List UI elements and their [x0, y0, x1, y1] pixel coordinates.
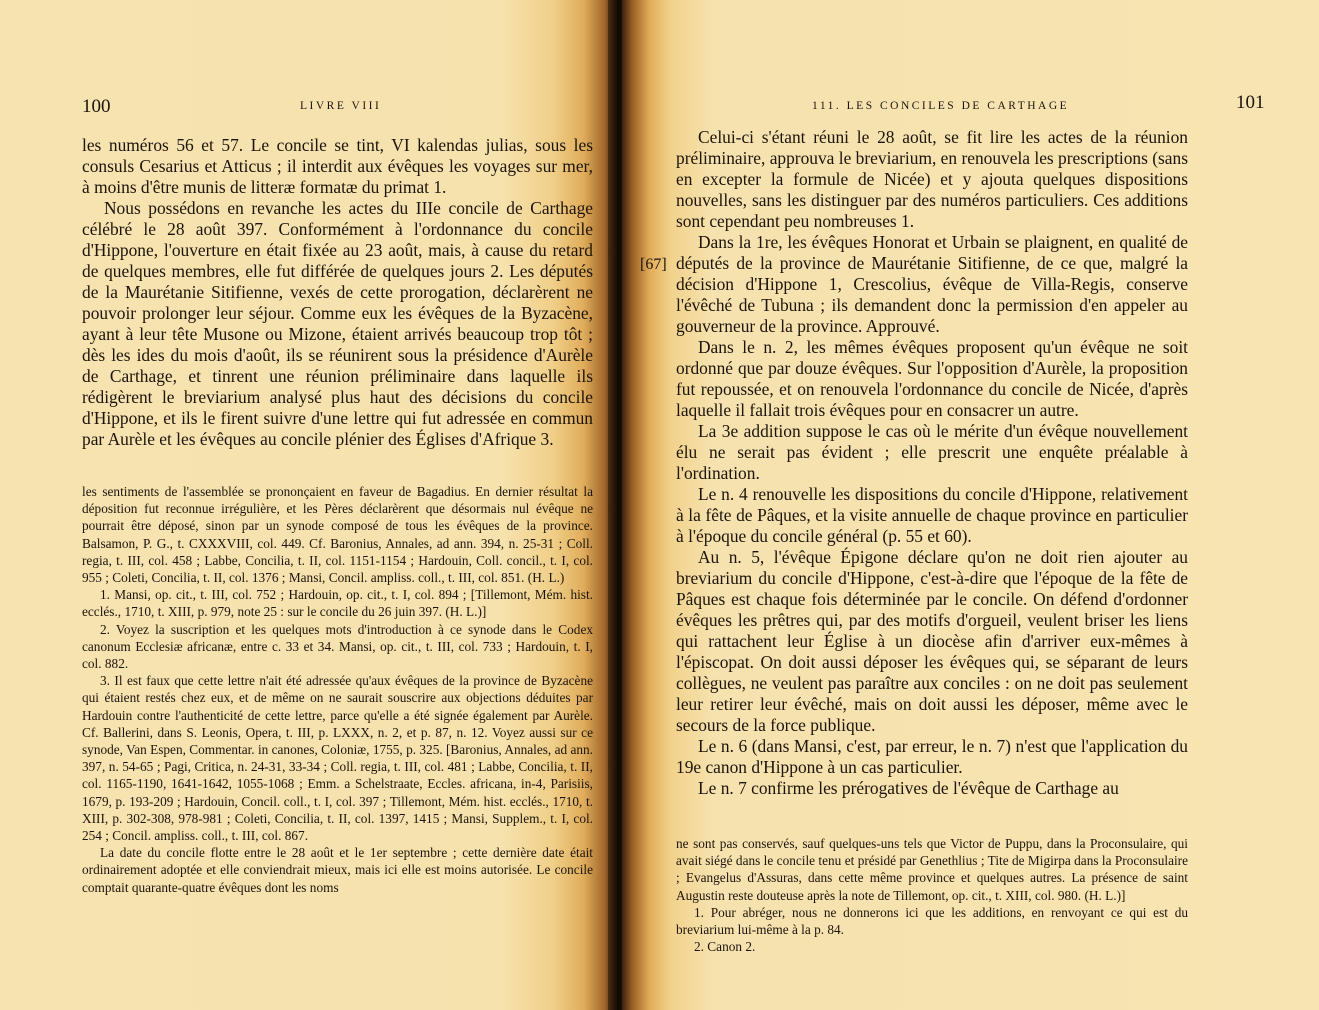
paragraph: Le n. 7 confirme les prérogatives de l'évêque de Carthage au [698, 778, 1119, 798]
paragraph: La 3e addition suppose le cas où le mérite d'un évêque nouvellement élu ne serait pas évident ; elle prescrit une enquête préalable à l'ordination. [676, 421, 1188, 483]
right-body-text [676, 127, 1188, 799]
footnote: les sentiments de l'assemblée se prononçaient en faveur de Bagadius. En dernier résultat la déposition fut reconnue irrégulière, et les Pères déclarèrent que désormais nul évêque ne pourrait être déposé, sinon par un synode composé de tous les évêques de la province. Balsamon, P. G., t. CXXXVIII, col. 449. Cf. Baronius, Annales, ad ann. 394, n. 25-31 ; Coll. regia, t. III, col. 458 ; Labbe, Concilia, t. II, col. 1151-1154 ; Hardouin, Coll. concil., t. I, col. 955 ; Coleti, Concilia, t. II, col. 1376 ; Mansi, Concil. ampliss. coll., t. III, col. 851. (H. L.) [82, 484, 593, 586]
paragraph: Le n. 6 (dans Mansi, c'est, par erreur, le n. 7) n'est que l'application du 19e canon d'Hippone à un cas particulier. [676, 736, 1188, 777]
footnote: 1. Mansi, op. cit., t. III, col. 752 ; Hardouin, op. cit., t. I, col. 894 ; [Tillemont, Mém. hist. ecclés., 1710, t. XIII, p. 979, note 25 : sur le concile du 26 juin 397. (H. L.)] [82, 587, 593, 620]
left-page [0, 0, 614, 1010]
page-number: 101 [1236, 92, 1265, 113]
left-page-header [82, 96, 592, 122]
paragraph: Celui-ci s'étant réuni le 28 août, se fit lire les actes de la réunion préliminaire, approuva le breviarium, en renouvela les prescriptions (sans en excepter la formule de Nicée) et y ajouta quelques dispositions nouvelles, sans les distinguer par des numéros particuliers. Ces additions sont cependant peu nombreuses 1. [676, 127, 1188, 231]
margin-page-reference: [67] [640, 256, 667, 273]
paragraph: les numéros 56 et 57. Le concile se tint, VI kalendas julias, sous les consuls Cesarius et Atticus ; il interdit aux évêques les voyages sur mer, à moins d'être munis de litteræ formatæ du primat 1. [82, 135, 593, 197]
left-body-text [82, 135, 593, 450]
footnote: 2. Voyez la suscription et les quelques mots d'introduction à ce synode dans le Codex canonum Ecclesiæ africanæ, entre c. 33 et 34. Mansi, op. cit., t. III, col. 733 ; Hardouin, t. I, col. 882. [82, 621, 593, 672]
paragraph: Le n. 4 renouvelle les dispositions du concile d'Hippone, relativement à la fête de Pâques, et la visite annuelle de chaque province en particulier à l'époque du concile général (p. 55 et 60). [676, 484, 1188, 546]
right-footnotes [676, 835, 1188, 955]
running-head: LIVRE VIII [300, 100, 382, 112]
left-footnotes [82, 483, 593, 896]
paragraph: Nous possédons en revanche les actes du IIIe concile de Carthage célébré le 28 août 397. Conformément à l'ordonnance du concile d'Hippone, l'ouverture en était fixée au 23 août, mais, à cause du retard de quelques membres, elle fut différée de quelques jours 2. Les députés de la Maurétanie Sitifienne, vexés de cette prorogation, déclarèrent ne pouvoir prolonger leur séjour. Comme eux les évêques de la Byzacène, ayant à leur tête Musone ou Mizone, étaient arrivés beaucoup trop tôt ; dès les ides du mois d'août, ils se réunirent sous la présidence d'Aurèle de Carthage, et tinrent une réunion préliminaire dans laquelle ils rédigèrent le breviarium analysé plus haut des décisions du concile d'Hippone, et ils le firent suivre d'une lettre qui fut adressée en commun par Aurèle et les évêques au concile plénier des Églises d'Afrique 3. [82, 198, 593, 449]
footnote: La date du concile flotte entre le 28 août et le 1er septembre ; cette dernière date était ordinairement adoptée et elle conviendrait mieux, mais ici elle est moins autorisée. Le concile comptait quarante-quatre évêques dont les noms [82, 845, 593, 895]
paragraph: Dans le n. 2, les mêmes évêques proposent qu'un évêque ne soit ordonné que par douze évêques. Sur l'opposition d'Aurèle, la proposition fut repoussée, et on renouvela l'ordonnance du concile de Nicée, d'après laquelle il fallait trois évêques pour en consacrer un autre. [676, 337, 1188, 420]
right-page [622, 0, 1319, 1010]
paragraph: Au n. 5, l'évêque Épigone déclare qu'on ne doit rien ajouter au breviarium du concile d'Hippone, c'est-à-dire que l'époque de la fête de Pâques est chaque fois déterminée par le concile. On défend d'ordonner évêques les prêtres qui, par des motifs d'orgueil, veulent briser les liens qui rattachent leur Église à un diocèse afin d'arriver eux-mêmes à l'épiscopat. On doit aussi déposer les évêques qui, se séparant de leurs collègues, ne veulent pas paraître aux conciles : on ne doit pas seulement leur retirer leur évêché, mais on doit aussi les déposer, même avec le secours de la force publique. [676, 547, 1188, 735]
page-number: 100 [82, 96, 111, 117]
right-page-header [812, 92, 1292, 122]
running-head: 111. LES CONCILES DE CARTHAGE [812, 100, 1070, 112]
footnote: 3. Il est faux que cette lettre n'ait été adressée qu'aux évêques de la province de Byzacène qui étaient restés chez eux, et de même on ne saurait souscrire aux objections déduites par Hardouin contre l'authenticité de cette lettre, parce qu'elle a été signée également par Aurèle. Cf. Ballerini, dans S. Leonis, Opera, t. III, p. LXXX, n. 2, et p. 87, n. 12. Voyez aussi sur ce synode, Van Espen, Commentar. in canones, Coloniæ, 1755, p. 325. [Baronius, Annales, ad ann. 397, n. 54-65 ; Pagi, Critica, n. 24-31, 33-34 ; Coll. regia, t. III, col. 481 ; Labbe, Concilia, t. II, col. 1165-1190, 1641-1642, 1055-1068 ; Emm. a Schelstraate, Eccles. africana, in-4, Parisiis, 1679, p. 193-209 ; Hardouin, Concil. coll., t. I, col. 397 ; Tillemont, Mém. hist. ecclés., 1710, t. XIII, p. 302-308, 978-981 ; Coleti, Concilia, t. II, col. 1397, 1415 ; Mansi, Supplem., t. I, col. 254 ; Concil. ampliss. coll., t. III, col. 867. [82, 673, 593, 844]
footnote: ne sont pas conservés, sauf quelques-uns tels que Victor de Puppu, dans la Proconsulaire, qui avait siégé dans le concile tenu et présidé par Genethlius ; Tite de Migirpa dans la Proconsulaire ; Evangelus d'Assuras, dans cette même province et quelques autres. La présence de saint Augustin reste douteuse après la note de Tillemont, op. cit., t. XIII, col. 980. (H. L.)] [676, 836, 1188, 903]
paragraph: Dans la 1re, les évêques Honorat et Urbain se plaignent, en qualité de députés de la province de Maurétanie Sitifienne, de ce que, malgré la décision d'Hippone 1, Crescolius, évêque de Villa-Regis, conserve l'évêché de Tubuna ; ils demandent donc la permission d'en appeler au gouverneur de la province. Approuvé. [676, 232, 1188, 336]
footnote: 2. Canon 2. [694, 939, 756, 955]
footnote: 1. Pour abréger, nous ne donnerons ici que les additions, en renvoyant ce qui est du breviarium lui-même à la p. 84. [676, 904, 1188, 938]
